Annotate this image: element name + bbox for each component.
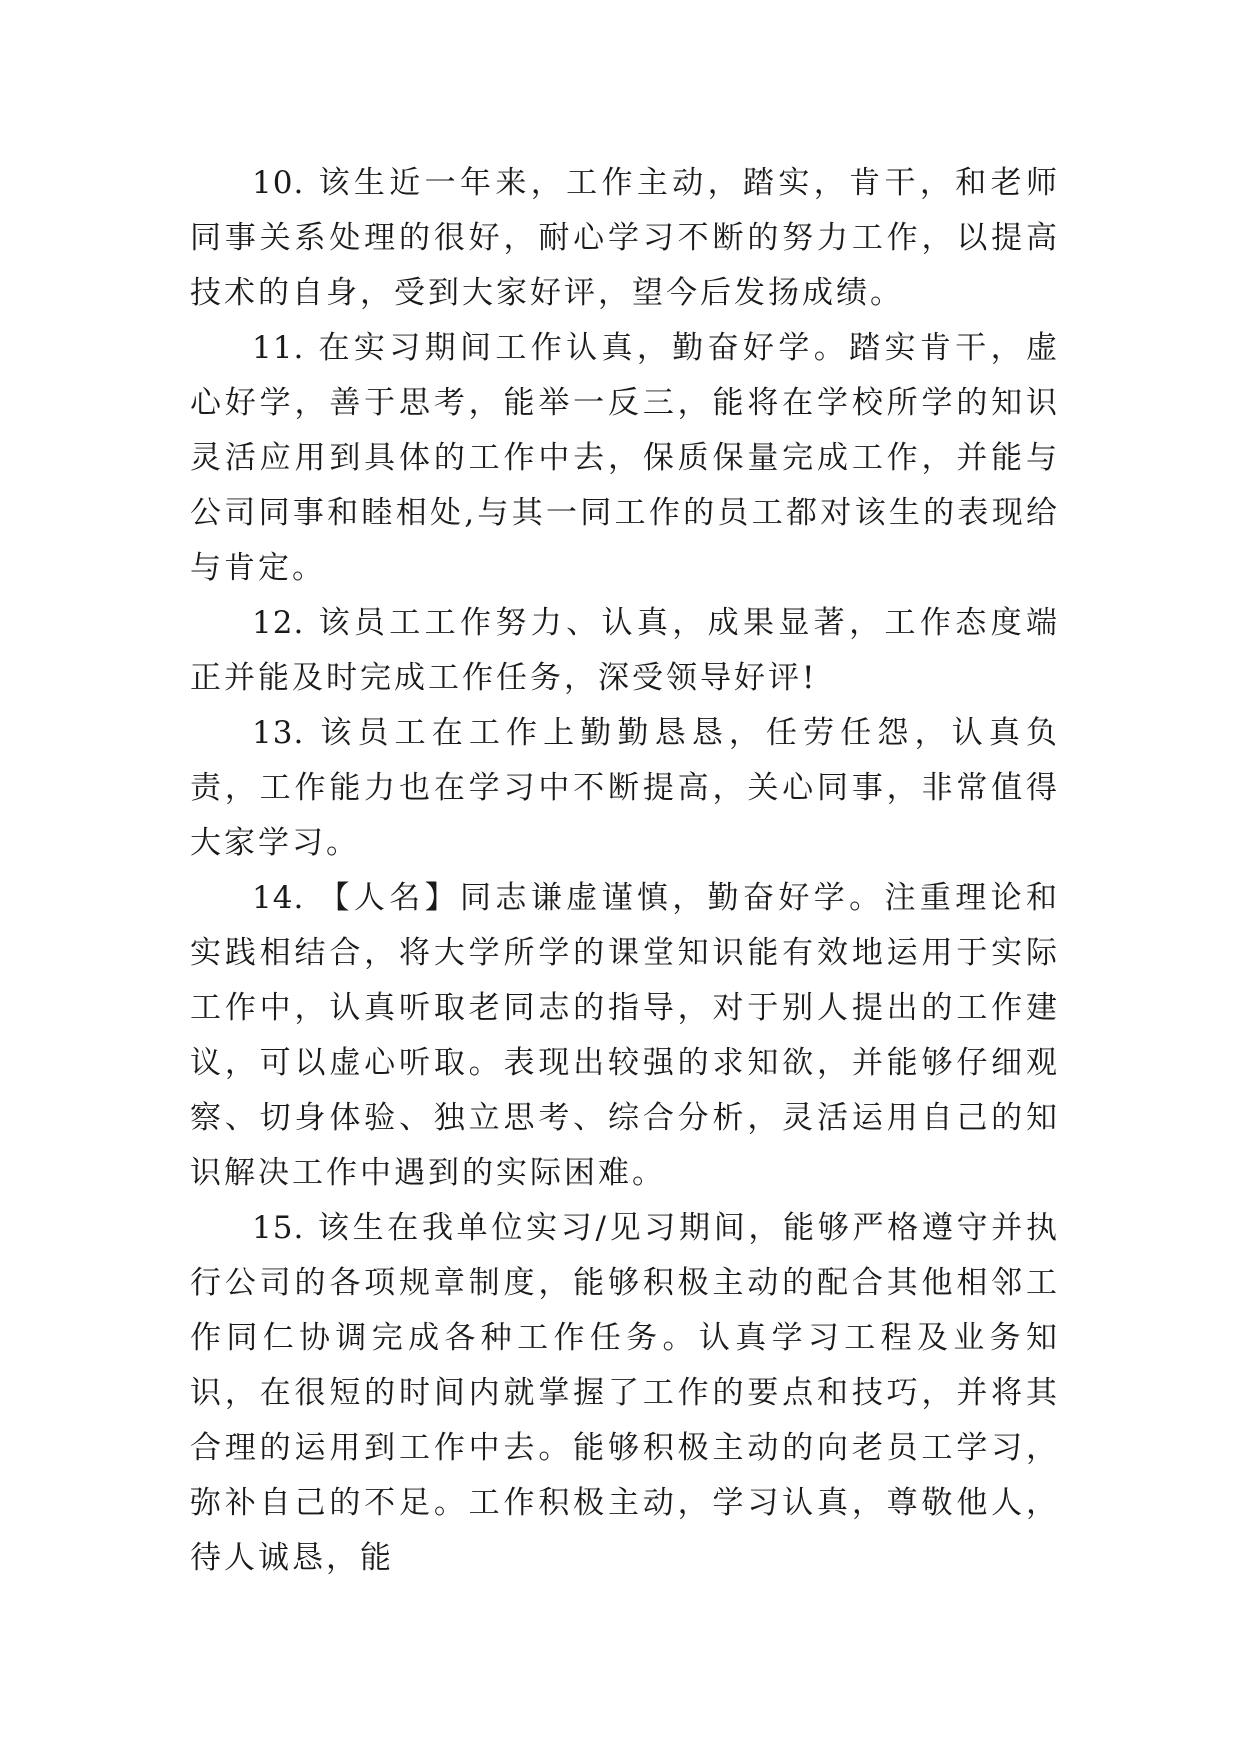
paragraph-number: 13.: [252, 715, 305, 751]
paragraph-number: 11.: [252, 330, 305, 366]
paragraph-13: [190, 706, 1060, 871]
paragraph-text: 该员工在工作上勤勤恳恳，任劳任怨，认真负责，工作能力也在学习中不断提高，关心同事，非常值得大家学习。: [190, 715, 1060, 861]
paragraph-number: 12.: [252, 605, 305, 641]
paragraph-text: 该生在我单位实习/见习期间，能够严格遵守并执行公司的各项规章制度，能够积极主动的配合其他相邻工作同仁协调完成各种工作任务。认真学习工程及业务知识，在很短的时间内就掌握了工作的要点和技巧，并将其合理的运用到工作中去。能够积极主动的向老员工学习，弥补自己的不足。工作积极主动，学习认真，尊敬他人，待人诚恳，能: [190, 1210, 1060, 1576]
paragraph-text: 【人名】同志谦虚谨慎，勤奋好学。注重理论和实践相结合，将大学所学的课堂知识能有效地运用于实际工作中，认真听取老同志的指导，对于别人提出的工作建议，可以虚心听取。表现出较强的求知欲，并能够仔细观察、切身体验、独立思考、综合分析，灵活运用自己的知识解决工作中遇到的实际困难。: [190, 880, 1060, 1191]
paragraph-10: [190, 156, 1060, 321]
paragraph-12: [190, 596, 1060, 706]
paragraph-number: 14.: [252, 880, 305, 916]
document-body: [190, 156, 1060, 1586]
paragraph-number: 15.: [252, 1210, 305, 1246]
paragraph-text: 在实习期间工作认真，勤奋好学。踏实肯干，虚心好学，善于思考，能举一反三，能将在学校所学的知识灵活应用到具体的工作中去，保质保量完成工作，并能与公司同事和睦相处,与其一同工作的员工都对该生的表现给与肯定。: [190, 330, 1060, 586]
paragraph-number: 10.: [252, 165, 305, 201]
paragraph-text: 该员工工作努力、认真，成果显著，工作态度端正并能及时完成工作任务，深受领导好评!: [190, 605, 1060, 696]
paragraph-11: [190, 321, 1060, 596]
paragraph-text: 该生近一年来，工作主动，踏实，肯干，和老师同事关系处理的很好，耐心学习不断的努力工作，以提高技术的自身，受到大家好评，望今后发扬成绩。: [190, 165, 1060, 311]
paragraph-14: [190, 871, 1060, 1201]
paragraph-15: [190, 1201, 1060, 1586]
